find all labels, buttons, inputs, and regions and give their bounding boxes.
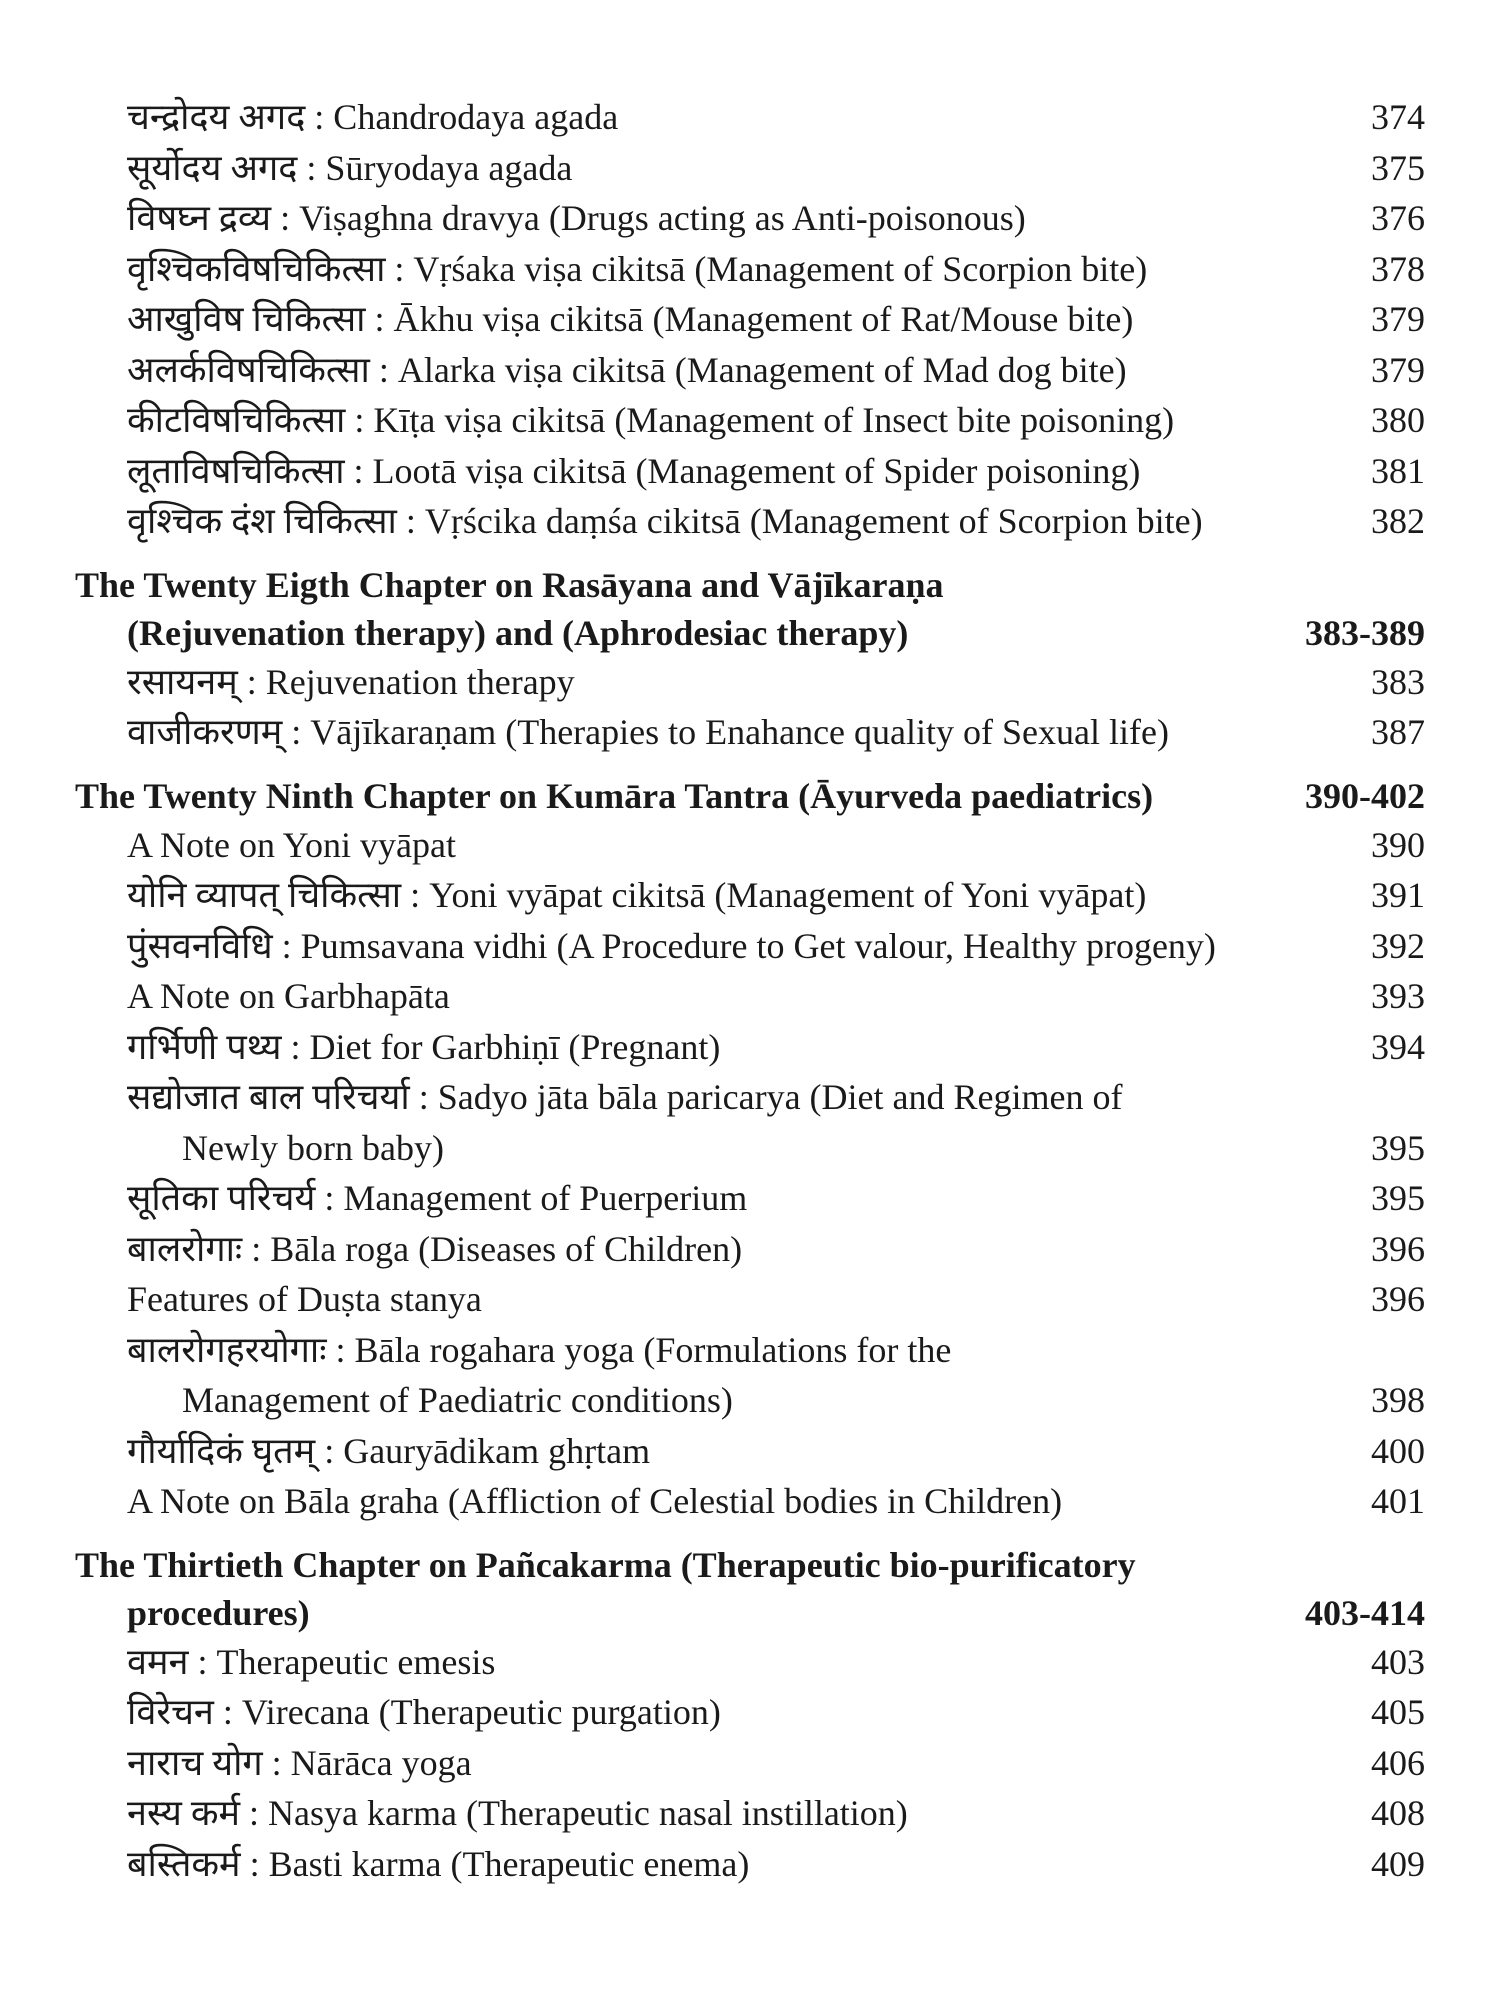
entry-title: वाजीकरणम् : Vājīkaraṇam (Therapies to Enahance quality of Sexual life) bbox=[127, 712, 1169, 752]
toc-entry bbox=[75, 820, 1425, 871]
toc-entry bbox=[75, 244, 1425, 295]
entry-title: अलर्कविषचिकित्सा : Alarka viṣa cikitsā (Management of Mad dog bite) bbox=[127, 349, 1127, 390]
toc-entry bbox=[75, 707, 1425, 758]
entry-title-continuation: Management of Paediatric conditions) bbox=[182, 1380, 733, 1420]
chapter-title-line2: procedures) bbox=[127, 1592, 310, 1633]
entry-page: 395 bbox=[1371, 1127, 1425, 1168]
entry-page: 394 bbox=[1371, 1026, 1425, 1067]
entry-title: विषघ्न द्रव्य : Viṣaghna dravya (Drugs acting as Anti-poisonous) bbox=[127, 198, 1026, 238]
entry-page: 380 bbox=[1371, 400, 1425, 440]
entry-title: बालरोगाः : Bāla roga (Diseases of Children) bbox=[127, 1228, 743, 1269]
chapter-title-line2: (Rejuvenation therapy) and (Aphrodesiac therapy) bbox=[127, 612, 909, 653]
entry-page: 396 bbox=[1371, 1228, 1425, 1269]
entry-page: 406 bbox=[1371, 1742, 1425, 1783]
toc-entry bbox=[75, 1839, 1425, 1890]
entry-title: लूताविषचिकित्सा : Lootā viṣa cikitsā (Management of Spider poisoning) bbox=[127, 450, 1141, 491]
toc-entry bbox=[75, 1274, 1425, 1325]
entry-page: 374 bbox=[1371, 97, 1425, 137]
toc-entry bbox=[75, 345, 1425, 396]
entry-page: 409 bbox=[1371, 1843, 1425, 1884]
entry-title: पुंसवनविधि : Pumsavana vidhi (A Procedure to Get valour, Healthy progeny) bbox=[127, 925, 1216, 966]
entry-title: वृश्चिक दंश चिकित्सा : Vṛścika daṃśa cikitsā (Management of Scorpion bite) bbox=[127, 501, 1203, 541]
entry-page: 405 bbox=[1371, 1692, 1425, 1732]
chapter-title-line1: The Twenty Eigth Chapter on Rasāyana and Vājīkaraṇa bbox=[75, 564, 944, 605]
toc-entry bbox=[75, 193, 1425, 244]
entry-title: सद्योजात बाल परिचर्या : Sadyo jāta bāla paricarya (Diet and Regimen of bbox=[127, 1077, 1123, 1117]
toc-entry bbox=[75, 657, 1425, 708]
entry-title: गौर्यादिकं घृतम् : Gauryādikam ghṛtam bbox=[127, 1430, 651, 1471]
toc-entry bbox=[75, 446, 1425, 497]
entry-page: 376 bbox=[1371, 198, 1425, 238]
entry-page: 396 bbox=[1371, 1279, 1425, 1319]
entry-page: 393 bbox=[1371, 976, 1425, 1016]
entry-title: कीटविषचिकित्सा : Kīṭa viṣa cikitsā (Management of Insect bite poisoning) bbox=[127, 400, 1175, 440]
entry-title: चन्द्रोदय अगद : Chandrodaya agada bbox=[127, 97, 619, 137]
entry-title-wrapped bbox=[127, 1072, 1122, 1173]
toc-entry bbox=[75, 1788, 1425, 1839]
entry-title-wrapped bbox=[127, 1325, 951, 1426]
toc-entry bbox=[75, 1325, 1425, 1426]
entry-page: 395 bbox=[1371, 1178, 1425, 1218]
entry-title: योनि व्यापत् चिकित्सा : Yoni vyāpat cikitsā (Management of Yoni vyāpat) bbox=[127, 875, 1147, 915]
entry-page: 382 bbox=[1371, 501, 1425, 541]
entry-page: 387 bbox=[1371, 712, 1425, 752]
entry-title: गर्भिणी पथ्य : Diet for Garbhiṇī (Pregnant) bbox=[127, 1026, 721, 1067]
chapter-title-line1: The Twenty Ninth Chapter on Kumāra Tantra (Āyurveda paediatrics) bbox=[75, 775, 1154, 816]
entry-page: 391 bbox=[1371, 875, 1425, 915]
toc-entry bbox=[75, 1022, 1425, 1073]
toc-entry bbox=[75, 1072, 1425, 1173]
entry-title: बालरोगहरयोगाः : Bāla rogahara yoga (Formulations for the bbox=[127, 1329, 952, 1370]
toc-entry bbox=[75, 971, 1425, 1022]
entry-page: 379 bbox=[1371, 299, 1425, 339]
toc-entry bbox=[75, 1637, 1425, 1688]
entry-title: A Note on Garbhapāta bbox=[127, 976, 450, 1016]
chapter-page-range: 403-414 bbox=[1305, 1592, 1425, 1633]
toc-entry bbox=[75, 496, 1425, 547]
toc-entry bbox=[75, 921, 1425, 972]
toc-entry bbox=[75, 395, 1425, 446]
toc-entry bbox=[75, 1173, 1425, 1224]
entry-group-chapter27 bbox=[75, 92, 1425, 547]
chapter-heading-30 bbox=[75, 1541, 1425, 1637]
entry-page: 379 bbox=[1371, 349, 1425, 390]
entry-page: 383 bbox=[1371, 661, 1425, 702]
entry-title: नाराच योग : Nārāca yoga bbox=[127, 1742, 472, 1783]
entry-page: 392 bbox=[1371, 925, 1425, 966]
entry-title: वृश्चिकविषचिकित्सा : Vṛśaka viṣa cikitsā (Management of Scorpion bite) bbox=[127, 248, 1148, 289]
entry-page: 401 bbox=[1371, 1481, 1425, 1521]
entry-title: बस्तिकर्म : Basti karma (Therapeutic enema) bbox=[127, 1843, 750, 1884]
entry-page: 378 bbox=[1371, 248, 1425, 289]
entry-title: सूर्योदय अगद : Sūryodaya agada bbox=[127, 147, 573, 188]
chapter-title-line1: The Thirtieth Chapter on Pañcakarma (Therapeutic bio-purificatory bbox=[75, 1544, 1136, 1585]
entry-title: वमन : Therapeutic emesis bbox=[127, 1641, 496, 1682]
entry-title: रसायनम् : Rejuvenation therapy bbox=[127, 661, 575, 702]
entry-group-chapter30 bbox=[75, 1637, 1425, 1890]
toc-entry bbox=[75, 1476, 1425, 1527]
entry-title: A Note on Yoni vyāpat bbox=[127, 824, 457, 865]
entry-page: 403 bbox=[1371, 1641, 1425, 1682]
toc-entry bbox=[75, 92, 1425, 143]
chapter-heading-29 bbox=[75, 772, 1425, 820]
entry-page: 408 bbox=[1371, 1793, 1425, 1833]
entry-page: 400 bbox=[1371, 1430, 1425, 1471]
entry-title: विरेचन : Virecana (Therapeutic purgation) bbox=[127, 1692, 721, 1732]
toc-entry bbox=[75, 294, 1425, 345]
chapter-page-range: 390-402 bbox=[1305, 775, 1425, 816]
entry-title: Features of Duṣta stanya bbox=[127, 1279, 482, 1319]
entry-page: 375 bbox=[1371, 147, 1425, 188]
entry-title-continuation: Newly born baby) bbox=[182, 1127, 444, 1168]
toc-entry bbox=[75, 870, 1425, 921]
toc-entry bbox=[75, 1224, 1425, 1275]
entry-title: नस्य कर्म : Nasya karma (Therapeutic nasal instillation) bbox=[127, 1793, 908, 1833]
entry-title: A Note on Bāla graha (Affliction of Celestial bodies in Children) bbox=[127, 1481, 1063, 1521]
entry-page: 381 bbox=[1371, 450, 1425, 491]
table-of-contents bbox=[75, 92, 1425, 1889]
toc-entry bbox=[75, 1738, 1425, 1789]
chapter-heading-28 bbox=[75, 561, 1425, 657]
entry-group-chapter28 bbox=[75, 657, 1425, 758]
toc-entry bbox=[75, 1687, 1425, 1738]
entry-title: आखुविष चिकित्सा : Ākhu viṣa cikitsā (Management of Rat/Mouse bite) bbox=[127, 299, 1134, 339]
chapter-page-range: 383-389 bbox=[1305, 612, 1425, 653]
entry-title: सूतिका परिचर्य : Management of Puerperium bbox=[127, 1178, 748, 1218]
entry-page: 390 bbox=[1371, 824, 1425, 865]
entry-group-chapter29 bbox=[75, 820, 1425, 1527]
toc-entry bbox=[75, 143, 1425, 194]
toc-entry bbox=[75, 1426, 1425, 1477]
entry-page: 398 bbox=[1371, 1380, 1425, 1420]
